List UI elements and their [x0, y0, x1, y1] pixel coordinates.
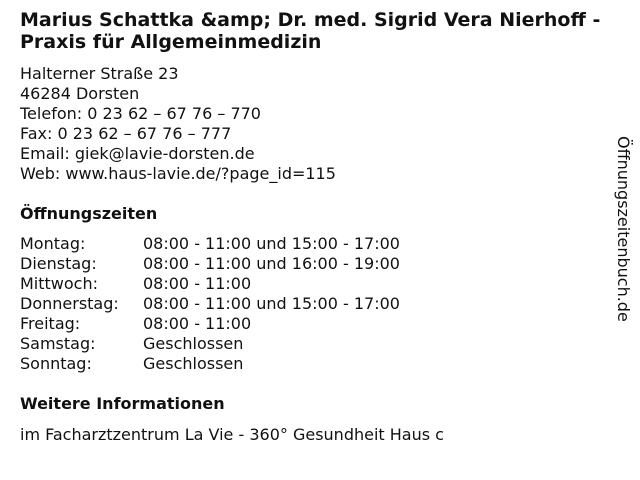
day-hours: 08:00 - 11:00 [143, 314, 252, 333]
email-address: Email: giek@lavie-dorsten.de [20, 144, 255, 163]
day-hours: 08:00 - 11:00 und 15:00 - 17:00 [143, 294, 400, 313]
day-label: Dienstag: [20, 254, 97, 273]
opening-hours-heading: Öffnungszeiten [20, 204, 158, 223]
day-label: Freitag: [20, 314, 81, 333]
city-address: 46284 Dorsten [20, 84, 140, 103]
hours-row-friday [20, 314, 400, 334]
day-hours: 08:00 - 11:00 und 15:00 - 17:00 [143, 234, 400, 253]
day-label: Mittwoch: [20, 274, 98, 293]
day-label: Samstag: [20, 334, 96, 353]
website-address: Web: www.haus-lavie.de/?page_id=115 [20, 164, 336, 183]
day-hours: 08:00 - 11:00 und 16:00 - 19:00 [143, 254, 400, 273]
day-hours: Geschlossen [143, 354, 244, 373]
day-label: Montag: [20, 234, 86, 253]
more-info-heading: Weitere Informationen [20, 394, 225, 413]
fax-number: Fax: 0 23 62 – 67 76 – 777 [20, 124, 232, 143]
address-block [20, 64, 336, 184]
hours-row-saturday [20, 334, 400, 354]
hours-row-tuesday [20, 254, 400, 274]
opening-hours-table [20, 234, 400, 374]
more-info-text: im Facharztzentrum La Vie - 360° Gesundheit Haus c [20, 425, 444, 444]
page-title: Marius Schattka &amp; Dr. med. Sigrid Vera Nierhoff - Praxis für Allgemeinmedizin [20, 9, 601, 53]
hours-row-monday [20, 234, 400, 254]
day-hours: Geschlossen [143, 334, 244, 353]
day-label: Donnerstag: [20, 294, 119, 313]
street-address: Halterner Straße 23 [20, 64, 179, 83]
day-label: Sonntag: [20, 354, 92, 373]
hours-row-thursday [20, 294, 400, 314]
phone-number: Telefon: 0 23 62 – 67 76 – 770 [20, 104, 261, 123]
day-hours: 08:00 - 11:00 [143, 274, 252, 293]
brand-watermark: Öffnungszeitenbuch.de [614, 136, 633, 322]
hours-row-sunday [20, 354, 400, 374]
hours-row-wednesday [20, 274, 400, 294]
